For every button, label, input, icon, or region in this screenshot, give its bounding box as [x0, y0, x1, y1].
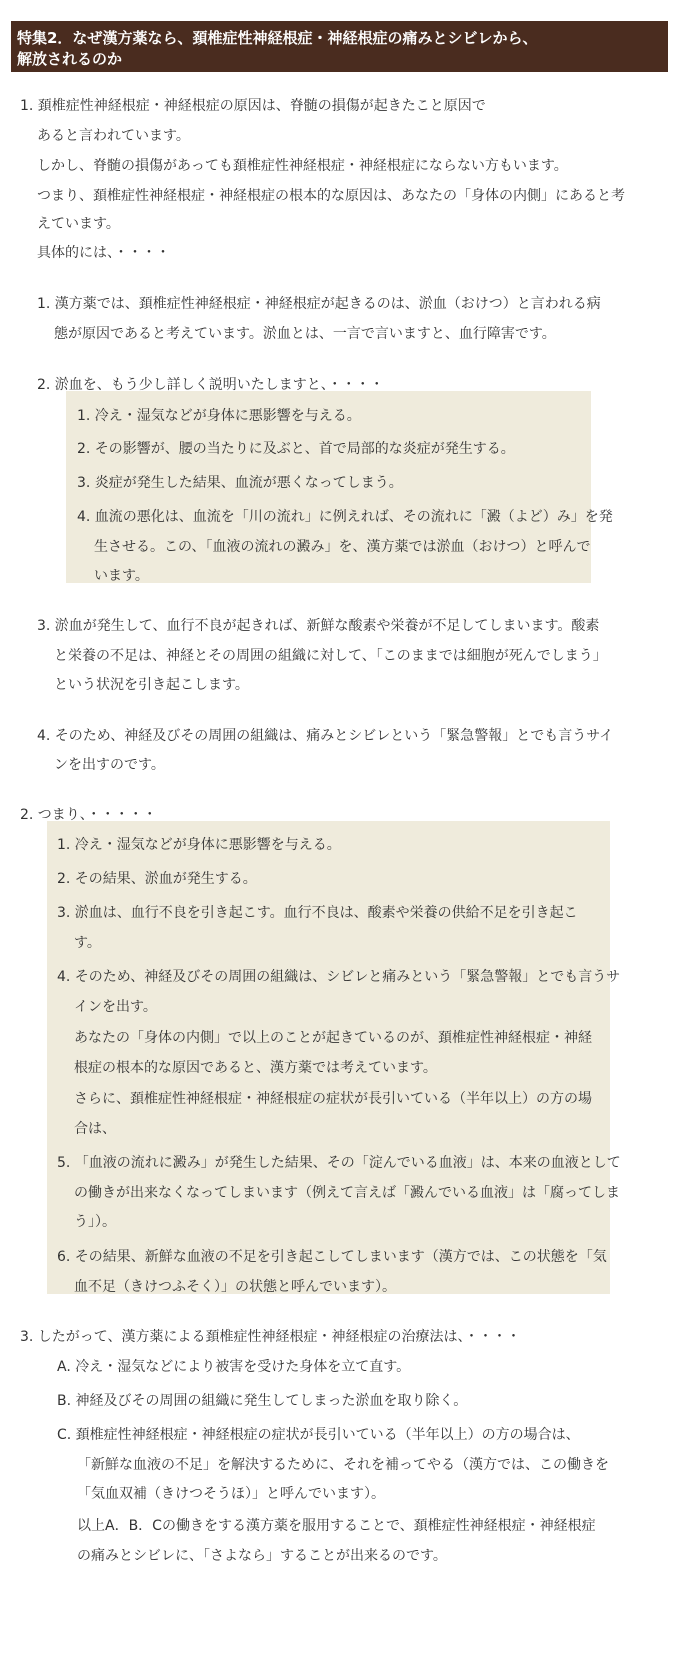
text-line: す。: [74, 935, 101, 951]
text-line: A. 冷え・湿気などにより被害を受けた身体を立て直す。: [57, 1359, 411, 1375]
text-line: 2. つまり、・・・・・: [20, 807, 157, 823]
text-line: 5. 「血液の流れに澱み」が発生した結果、その「淀んでいる血液」は、本来の血液として: [57, 1155, 621, 1171]
text-line: C. 頚椎症性神経根症・神経根症の症状が長引いている（半年以上）の方の場合は、: [57, 1427, 580, 1443]
text-line: 3. 炎症が発生した結果、血流が悪くなってしまう。: [77, 475, 403, 491]
text-line: さらに、頚椎症性神経根症・神経根症の症状が長引いている（半年以上）の方の場: [74, 1091, 592, 1107]
text-line: つまり、頚椎症性神経根症・神経根症の根本的な原因は、あなたの「身体の内側」にあると考: [37, 188, 625, 204]
text-line: 3. 淤血が発生して、血行不良が起きれば、新鮮な酸素や栄養が不足してしまいます。酸素: [37, 618, 600, 634]
text-line: インを出す。: [74, 999, 157, 1015]
text-line: ンを出すのです。: [54, 757, 165, 773]
text-line: 「気血双補（きけつそうほ）」と呼んでいます）。: [77, 1486, 385, 1502]
text-line: 根症の根本的な原因であると、漢方薬では考えています。: [74, 1060, 437, 1076]
text-line: という状況を引き起こします。: [54, 677, 249, 693]
text-line: 1. 漢方薬では、頚椎症性神経根症・神経根症が起きるのは、淤血（おけつ）と言われる病: [37, 296, 601, 312]
text-line: 態が原因であると考えています。淤血とは、一言で言いますと、血行障害です。: [54, 326, 556, 342]
text-line: います。: [94, 568, 149, 584]
text-line: 生させる。この、「血液の流れの澱み」を、漢方薬では淤血（おけつ）と呼んで: [94, 539, 591, 555]
text-line: B. 神経及びその周囲の組織に発生してしまった淤血を取り除く。: [57, 1393, 468, 1409]
text-line: あなたの「身体の内側」で以上のことが起きているのが、頚椎症性神経根症・神経: [74, 1030, 592, 1046]
text-line: う」）。: [74, 1214, 116, 1230]
text-line: 「新鮮な血液の不足」を解決するために、それを補ってやる（漢方では、この働きを: [77, 1457, 609, 1473]
text-line: 4. そのため、神経及びその周囲の組織は、シビレと痛みという「緊急警報」とでも言うサ: [57, 969, 621, 985]
text-line: しかし、脊髄の損傷があっても頚椎症性神経根症・神経根症にならない方もいます。: [37, 158, 568, 174]
text-line: の痛みとシビレに、「さよなら」することが出来るのです。: [77, 1548, 447, 1564]
section-header: [11, 21, 668, 72]
text-line: と栄養の不足は、神経とその周囲の組織に対して、「このままでは細胞が死んでしまう」: [54, 648, 607, 664]
text-line: 合は、: [74, 1121, 116, 1137]
text-line: 4. 血流の悪化は、血流を「川の流れ」に例えれば、その流れに「澱（よど）み」を発: [77, 509, 613, 525]
text-line: 2. 淤血を、もう少し詳しく説明いたしますと、・・・・: [37, 377, 384, 393]
section-title-line-2: 解放されるのか: [17, 50, 123, 68]
detail-box-2: [47, 821, 610, 1294]
text-line: 2. その影響が、腰の当たりに及ぶと、首で局部的な炎症が発生する。: [77, 441, 515, 457]
text-line: 血不足（きけつふそく）」の状態と呼んでいます）。: [74, 1279, 396, 1295]
text-line: 以上A．B．Cの働きをする漢方薬を服用することで、頚椎症性神経根症・神経根症: [77, 1518, 596, 1534]
section-title-line-1: 特集2．なぜ漢方薬なら、頚椎症性神経根症・神経根症の痛みとシビレから、: [17, 29, 538, 47]
text-line: 1. 冷え・湿気などが身体に悪影響を与える。: [77, 408, 361, 424]
text-line: 6. その結果、新鮮な血液の不足を引き起こしてしまいます（漢方では、この状態を「気: [57, 1249, 607, 1265]
text-line: 3. 淤血は、血行不良を引き起こす。血行不良は、酸素や栄養の供給不足を引き起こ: [57, 905, 578, 921]
text-line: あると言われています。: [37, 128, 190, 144]
text-line: 2. その結果、淤血が発生する。: [57, 871, 257, 887]
text-line: 4. そのため、神経及びその周囲の組織は、痛みとシビレという「緊急警報」とでも言うサイ: [37, 728, 614, 744]
text-line: 3. したがって、漢方薬による頚椎症性神経根症・神経根症の治療法は、・・・・: [20, 1329, 521, 1345]
text-line: えています。: [37, 216, 120, 232]
text-line: の働きが出来なくなってしまいます（例えて言えば「澱んでいる血液」は「腐ってしま: [74, 1185, 620, 1201]
text-line: 1. 頚椎症性神経根症・神経根症の原因は、脊髄の損傷が起きたこと原因で: [20, 98, 486, 114]
text-line: 具体的には、・・・・: [37, 245, 170, 261]
text-line: 1. 冷え・湿気などが身体に悪影響を与える。: [57, 837, 341, 853]
